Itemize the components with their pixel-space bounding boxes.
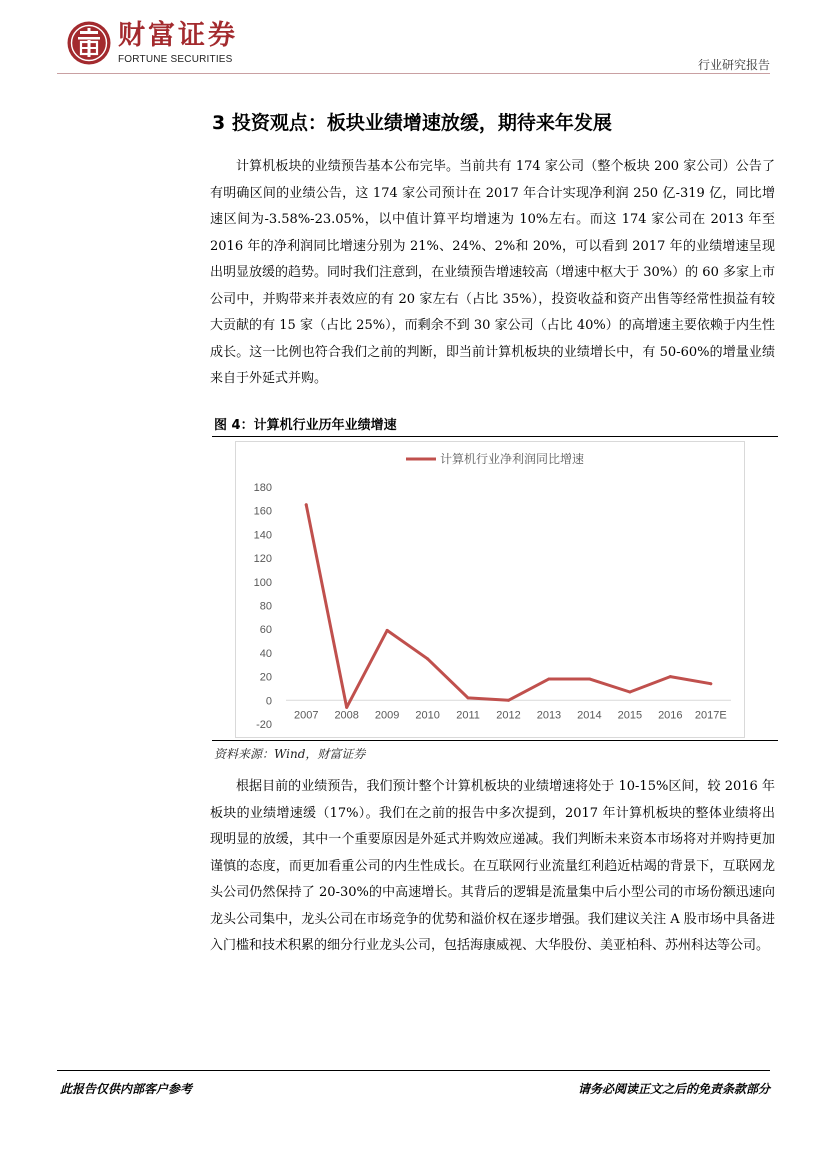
x-tick-label: 2013: [536, 709, 562, 722]
x-tick-label: 2016: [658, 709, 683, 722]
footer-disclaimer-right: 请务必阅读正文之后的免责条款部分: [577, 1082, 770, 1096]
figure-caption: 图 4：计算机行业历年业绩增速: [214, 418, 397, 433]
fortune-logo-icon: [66, 20, 112, 66]
data-point: [669, 675, 672, 678]
y-tick-label: 0: [265, 695, 272, 708]
y-tick-label: 60: [259, 624, 272, 637]
x-tick-label: 2015: [617, 709, 643, 722]
figure-source-note: 资料来源：Wind，财富证券: [214, 747, 366, 761]
growth-line-chart: [236, 442, 744, 737]
x-tick-label: 2017E: [694, 709, 727, 722]
x-axis: [286, 700, 731, 721]
y-tick-label: 20: [259, 671, 272, 684]
page-header: [0, 0, 827, 80]
data-point: [547, 677, 550, 680]
y-tick-label: 40: [259, 647, 272, 660]
y-tick-label: 180: [253, 482, 272, 494]
data-point: [628, 691, 631, 694]
y-tick-label: 160: [253, 505, 272, 518]
company-logo-name: 财富证券: [118, 20, 238, 51]
y-tick-label: 140: [253, 529, 272, 542]
data-point: [709, 682, 712, 685]
x-tick-label: 2011: [456, 709, 480, 722]
data-point: [426, 657, 429, 660]
footer-divider: [57, 1070, 770, 1071]
x-tick-label: 2014: [577, 709, 602, 722]
data-point: [386, 629, 389, 632]
data-point: [467, 696, 470, 699]
footer-disclaimer-left: 此报告仅供内部客户参考: [60, 1082, 193, 1096]
x-tick-label: 2008: [334, 709, 359, 722]
body-paragraph-2: 根据目前的业绩预告，我们预计整个计算机板块的业绩增速将处于 10-15%区间，较 2016 年板块的业绩增速缓（17%）。我们在之前的报告中多次提到，2017 年计算机板块的整体业绩将出现明显的放缓，其中一个重要原因是外延式并购效应递减。我们判断未来资本市场将对并购持更加谨慎的态度，而更加看重公司的内生性成长。在互联网行业流量红利趋近枯竭的背景下，互联网龙头公司仍然保持了 20-30%的中高速增长。其背后的逻辑是流量集中后小型公司的市场份额迅速向龙头公司集中，龙头公司在市场竞争的优势和溢价权在逐步增强。我们建议关注 A 股市场中具备进入门槛和技术积累的细分行业龙头公司，包括海康威视、大华股份、美亚柏科、苏州科达等公司。: [210, 779, 775, 953]
y-tick-label: 100: [253, 576, 272, 589]
data-point: [345, 706, 348, 709]
y-tick-label: 80: [259, 600, 272, 613]
series-line: [306, 505, 711, 708]
x-tick-label: 2012: [496, 709, 521, 722]
y-axis: [254, 482, 272, 731]
chart-legend: [406, 451, 584, 466]
section-title: 3 投资观点：板块业绩增速放缓，期待来年发展: [212, 112, 612, 134]
legend-label: 计算机行业净利润同比增速: [440, 452, 585, 466]
report-type-label: 行业研究报告: [697, 58, 770, 72]
body-paragraph-1: 计算机板块的业绩预告基本公布完毕。当前共有 174 家公司（整个板块 200 家公司）公告了有明确区间的业绩公告，这 174 家公司预计在 2017 年合计实现净利润 250 亿-319 亿，同比增速区间为-3.58%-23.05%，以中值计算平均增速为 10%左右。而这 174 家公司在 2013 年至 2016 年的净利润同比增速分别为 21%、24%、2%和 20%，可以看到 2017 年的业绩增速呈现出明显放缓的趋势。同时我们注意到，在业绩预告增速较高（增速中枢大于 30%）的 60 多家上市公司中，并购带来并表效应的有 20 家左右（占比 35%），投资收益和资产出售等经常性损益有较大贡献的有 15 家（占比 25%），而剩余不到 30 家公司（占比 40%）的高增速主要依赖于内生性成长。这一比例也符合我们之前的判断，即当前计算机板块的业绩增长中，有 50-60%的增量业绩来自于外延式并购。: [210, 159, 775, 386]
data-point: [507, 699, 510, 702]
figure-bottom-rule: [212, 740, 778, 741]
header-divider: [57, 73, 770, 74]
line-chart-container: [235, 441, 745, 738]
y-tick-label: -20: [256, 719, 272, 731]
company-logo-english: FORTUNE SECURITIES: [118, 54, 233, 65]
x-tick-label: 2009: [374, 709, 400, 722]
plot-area: [305, 503, 713, 709]
data-point: [588, 677, 591, 680]
x-tick-label: 2007: [293, 709, 319, 722]
y-tick-label: 120: [253, 553, 272, 566]
figure-top-rule: [212, 436, 778, 437]
x-tick-label: 2010: [415, 709, 440, 722]
data-point: [305, 503, 308, 506]
